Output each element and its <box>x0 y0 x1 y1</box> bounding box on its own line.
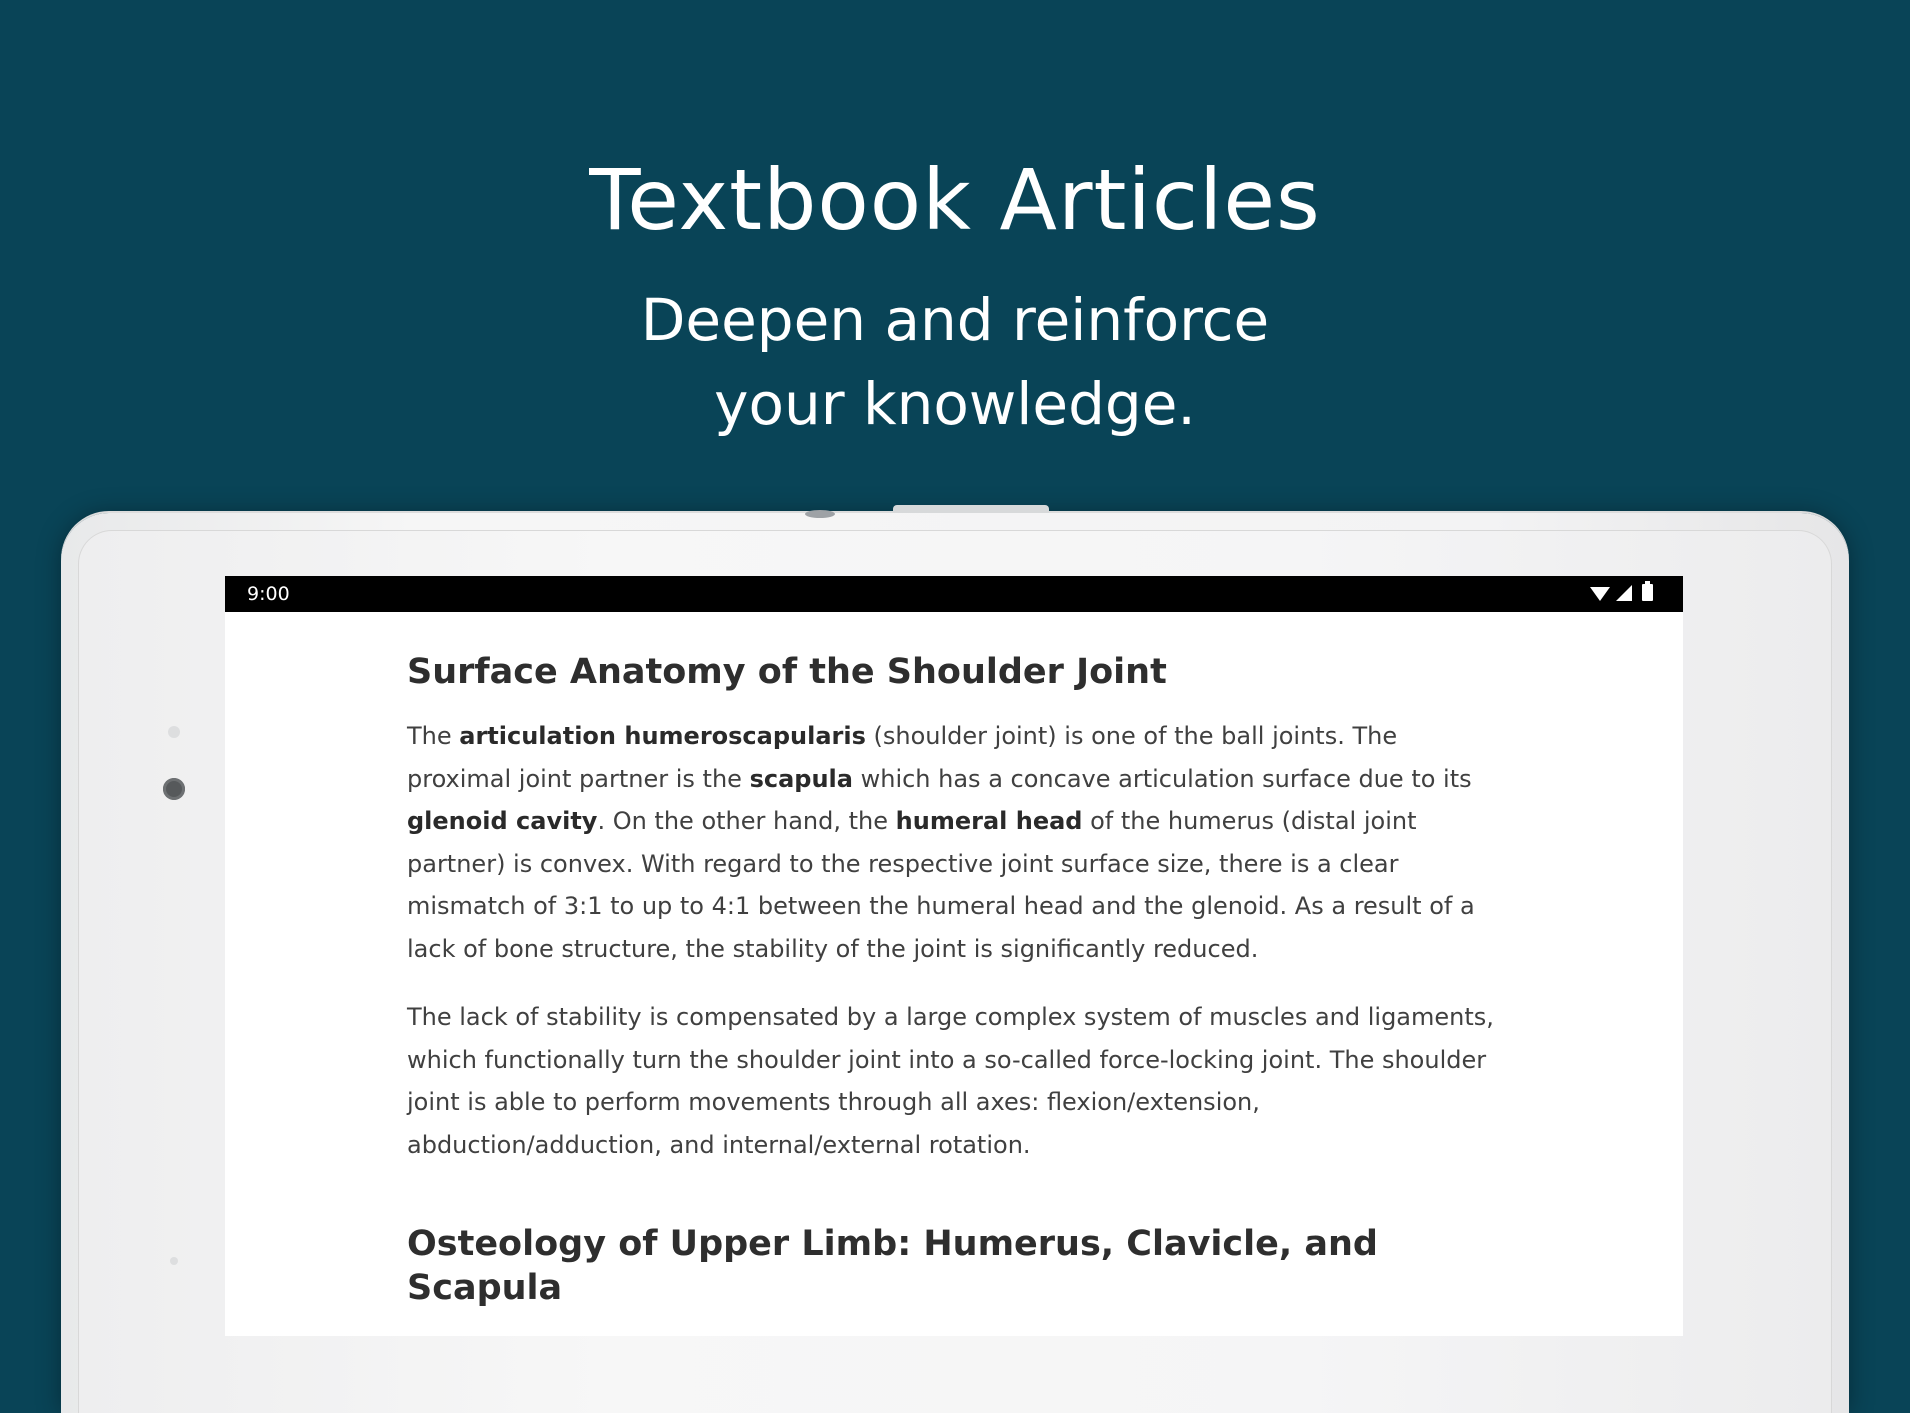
article-paragraph-2: The lack of stability is compensated by a large complex system of muscles and ligaments, which functionally turn the shoulder joint into a so-called force-locking joint. The shoulder joint is able to perform movements through all axes: flexion/extension, abduction/adduction, and internal/external rotation. <box>407 1003 1494 1159</box>
battery-icon <box>1642 584 1653 601</box>
section-title-osteology[interactable]: Osteology of Upper Limb: Humerus, Clavicle, and Scapula <box>407 1224 1378 1308</box>
section-title-surface-anatomy: Surface Anatomy of the Shoulder Joint <box>407 652 1167 692</box>
paragraph-text: The <box>407 722 460 750</box>
hero-title: Textbook Articles <box>589 151 1321 249</box>
tablet-top-sensor <box>805 510 835 518</box>
status-icons <box>1590 584 1653 604</box>
term-humeral-head: humeral head <box>895 807 1083 835</box>
term-scapula: scapula <box>749 764 853 793</box>
wifi-icon <box>1590 587 1610 601</box>
paragraph-text: . On the other hand, the <box>597 807 896 835</box>
paragraph-text: which has a concave articulation surface due to its <box>852 764 1472 793</box>
hero-subtitle <box>0 278 1910 446</box>
status-bar <box>225 576 1683 612</box>
article-content <box>407 650 1497 1310</box>
tablet-power-button <box>893 505 1049 513</box>
hero-subtitle-line-2: your knowledge. <box>714 370 1196 438</box>
status-time: 9:00 <box>247 583 290 605</box>
cell-signal-icon <box>1616 585 1632 601</box>
article-paragraph-1 <box>407 715 1497 970</box>
term-articulation-humeroscapularis: articulation humeroscapularis <box>459 722 866 750</box>
tablet-camera-icon <box>163 778 185 800</box>
term-glenoid-cavity: glenoid cavity <box>407 807 598 835</box>
hero-subtitle-line-1: Deepen and reinforce <box>640 286 1270 354</box>
paragraph-text: (shoulder joint) is one of the ball joints. The proximal joint partner is the <box>407 722 1398 793</box>
tablet-light-sensor <box>168 726 180 738</box>
tablet-microphone <box>170 1257 178 1265</box>
tablet-screen <box>225 576 1683 1336</box>
paragraph-text: of the humerus (distal joint partner) is convex. With regard to the respective joint surface size, there is a clear mismatch of 3:1 to up to 4:1 between the humeral head and the glenoid. As a result of a lack of bone structure, the stability of the joint is significantly reduced. <box>407 807 1475 963</box>
